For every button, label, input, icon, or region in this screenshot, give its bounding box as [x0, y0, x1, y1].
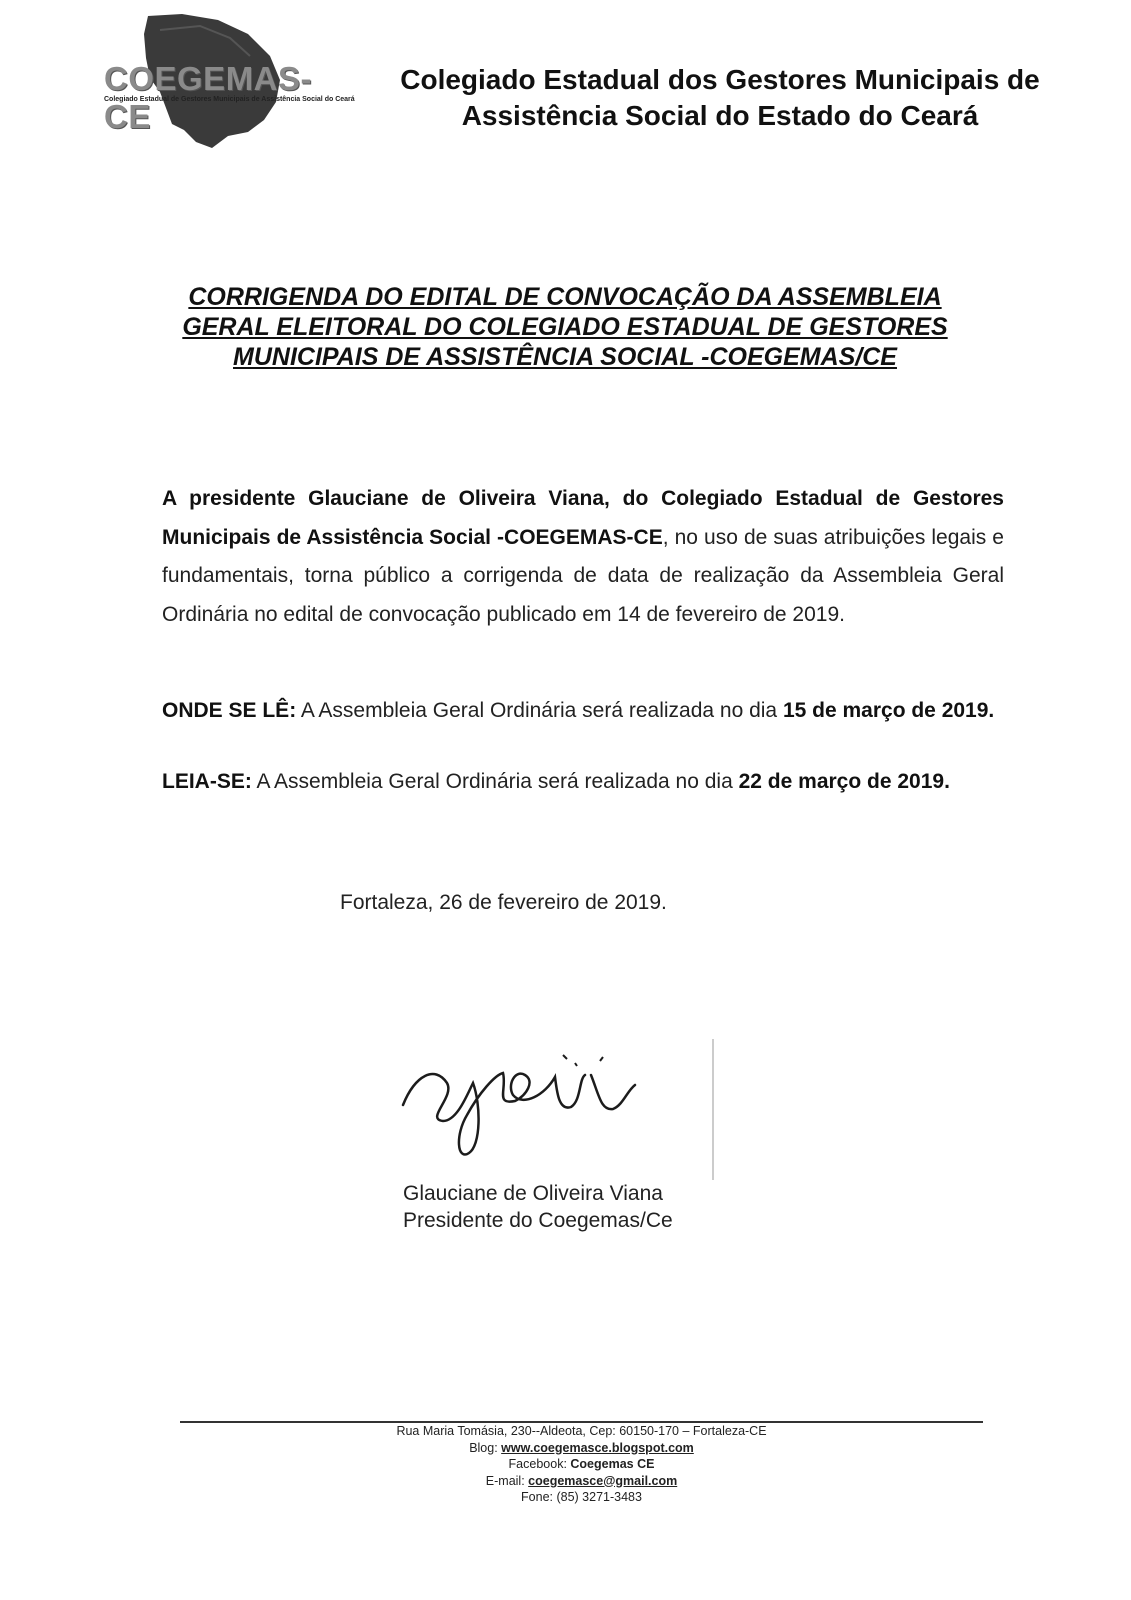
handwritten-signature — [395, 1035, 725, 1185]
footer — [180, 1423, 983, 1506]
onde-text: A Assembleia Geral Ordinária será realizada no dia — [296, 699, 783, 722]
place-and-date: Fortaleza, 26 de fevereiro de 2019. — [340, 891, 667, 914]
email-link[interactable]: coegemasce@gmail.com — [528, 1473, 678, 1488]
signer-name: Glauciane de Oliveira Viana — [403, 1182, 663, 1205]
leia-date: 22 de março de 2019. — [738, 770, 950, 793]
title-line-1: CORRIGENDA DO EDITAL DE CONVOCAÇÃO DA ASSEMBLEIA — [188, 283, 942, 311]
title-line-3: MUNICIPAIS DE ASSISTÊNCIA SOCIAL -COEGEMAS/CE — [233, 343, 897, 371]
intro-rest: , no uso de suas atribuições legais e fundamentais, torna público a corrigenda de data de realização da Assembleia Geral Ordinária no edital de convocação publicado em 14 de fevereiro de 2019. — [162, 525, 1004, 626]
organization-title — [360, 62, 1080, 134]
footer-facebook — [180, 1456, 983, 1473]
footer-phone: Fone: (85) 3271-3483 — [521, 1490, 642, 1504]
logo-name: COEGEMAS-CE — [104, 60, 313, 135]
footer-email-label: E-mail: — [485, 1473, 529, 1488]
footer-blog-label: Blog: — [469, 1440, 502, 1455]
body-paragraph — [162, 480, 1004, 634]
leia-text: A Assembleia Geral Ordinária será realizada no dia — [251, 770, 739, 793]
signer-role: Presidente do Coegemas/Ce — [403, 1209, 673, 1232]
onde-date: 15 de março de 2019. — [782, 699, 995, 722]
footer-facebook-label: Facebook: — [508, 1457, 571, 1471]
onde-label: ONDE SE LÊ: — [162, 699, 297, 722]
org-title-line-2: Assistência Social do Estado do Ceará — [461, 100, 979, 131]
logo-tagline: Colegiado Estadual de Gestores Municipais de Assistência Social do Ceará — [104, 96, 355, 103]
signer-block — [403, 1180, 673, 1234]
facebook-value: Coegemas CE — [570, 1457, 655, 1471]
org-title-line-1: Colegiado Estadual dos Gestores Municipais de — [400, 64, 1040, 95]
blog-link[interactable]: www.coegemasce.blogspot.com — [501, 1440, 694, 1455]
intro-bold: A presidente Glauciane de Oliveira Viana, do Colegiado Estadual de Gestores Municipais de Assistência Social -COEGEMAS-CE — [162, 487, 1004, 549]
footer-blog — [180, 1440, 983, 1457]
footer-address: Rua Maria Tomásia, 230--Aldeota, Cep: 60150-170 – Fortaleza-CE — [396, 1424, 767, 1438]
coegemas-logo — [100, 12, 355, 152]
document-title — [140, 282, 990, 372]
title-line-2: GERAL ELEITORAL DO COLEGIADO ESTADUAL DE GESTORES — [182, 313, 948, 341]
onde-se-le-paragraph — [162, 697, 1004, 724]
leia-label: LEIA-SE: — [162, 770, 252, 793]
footer-email — [180, 1473, 983, 1490]
leia-se-paragraph — [162, 768, 1004, 795]
